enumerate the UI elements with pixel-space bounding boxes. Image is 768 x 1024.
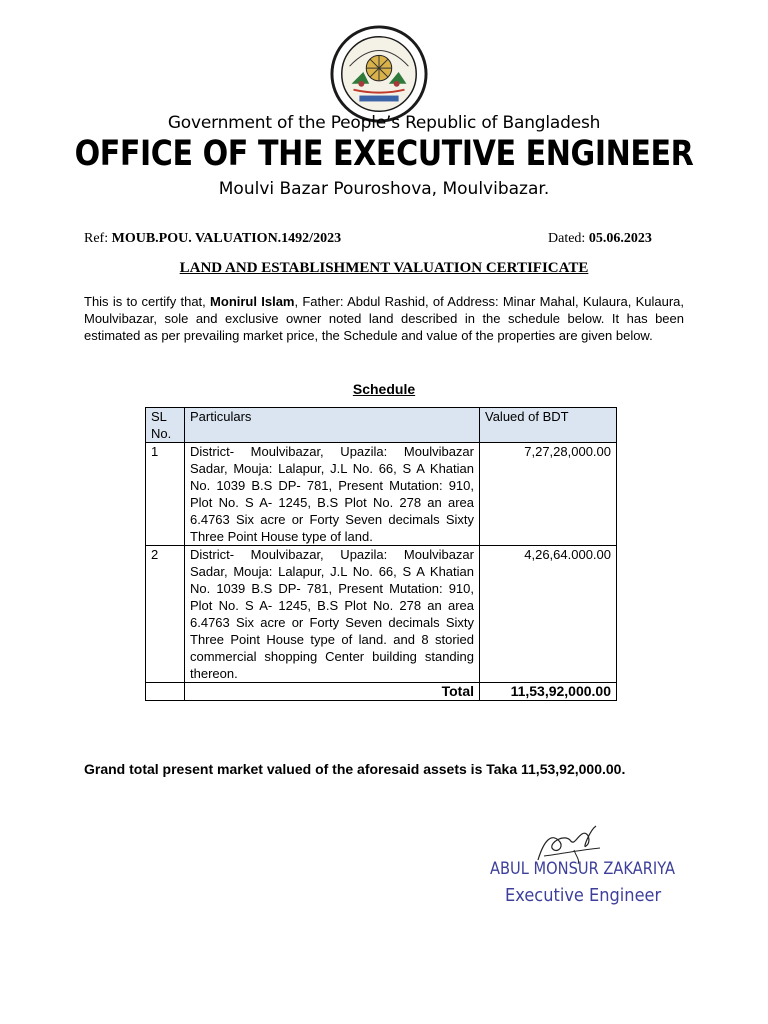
- row-value: 7,27,28,000.00: [480, 443, 617, 546]
- municipality-seal-icon: [330, 25, 428, 123]
- office-location: Moulvi Bazar Pouroshova, Moulvibazar.: [218, 179, 550, 199]
- grand-total-statement: Grand total present market valued of the aforesaid assets is Taka 11,53,92,000.00.: [84, 761, 626, 777]
- schedule-title: Schedule: [352, 381, 416, 397]
- date-line: [548, 231, 652, 247]
- table-header-row: [146, 408, 617, 443]
- row-particulars: District- Moulvibazar, Upazila: Moulvibazar Sadar, Mouja: Lalapur, J.L No. 66, S A Khatian No. 1039 B.S DP- 781, Present Mutation: 910, Plot No. S A- 1245, B.S Plot No. 278 an area 6.4763 Six acre or Forty Seven decimals Sixty Three Point House type of land.: [185, 443, 480, 546]
- certificate-title: LAND AND ESTABLISHMENT VALUATION CERTIFICATE: [179, 260, 589, 276]
- table-row: [146, 546, 617, 683]
- signatory-title: Executive Engineer: [505, 885, 662, 906]
- row-sl: 1: [146, 443, 185, 546]
- schedule-table: [145, 407, 617, 701]
- government-heading: Government of the People’s Republic of Bangladesh: [167, 113, 601, 133]
- total-label: Total: [185, 683, 480, 701]
- table-row: [146, 443, 617, 546]
- dated-value: 05.06.2023: [588, 231, 652, 246]
- row-value: 4,26,64.000.00: [480, 546, 617, 683]
- ref-label: Ref:: [84, 231, 112, 246]
- intro-body: , Father: Abdul Rashid, of Address: Minar Mahal, Kulaura, Kulaura, Moulvibazar, sole and exclusive owner noted land described in the schedule below. It has been estimated as per prevailing market price, the Schedule and value of the properties are given below.: [84, 294, 684, 343]
- row-sl: 2: [146, 546, 185, 683]
- certificate-intro: [84, 293, 684, 344]
- row-particulars: District- Moulvibazar, Upazila: Moulvibazar Sadar, Mouja: Lalapur, J.L No. 66, S A Khatian No. 1039 B.S DP- 781, Present Mutation: 910, Plot No. S A- 1245, B.S Plot No. 278 an area 6.4763 Six acre or Forty Seven decimals Sixty Three Point House type of land. and 8 storied commercial shopping Center building standing thereon.: [185, 546, 480, 683]
- ref-number: MOUB.POU. VALUATION.1492/2023: [111, 231, 342, 246]
- reference-line: [84, 231, 341, 247]
- total-row: [146, 683, 617, 701]
- office-title: OFFICE OF THE EXECUTIVE ENGINEER: [74, 134, 694, 174]
- col-header-particulars: Particulars: [185, 408, 480, 443]
- dated-label: Dated:: [548, 231, 589, 246]
- col-header-sl: SL No.: [146, 408, 185, 443]
- total-value: 11,53,92,000.00: [480, 683, 617, 701]
- signatory-name: ABUL MONSUR ZAKARIYA: [490, 859, 675, 879]
- intro-lead: This is to certify that,: [84, 294, 211, 309]
- col-header-value: Valued of BDT: [480, 408, 617, 443]
- total-empty-cell: [146, 683, 185, 701]
- owner-name: Monirul Islam: [210, 294, 295, 309]
